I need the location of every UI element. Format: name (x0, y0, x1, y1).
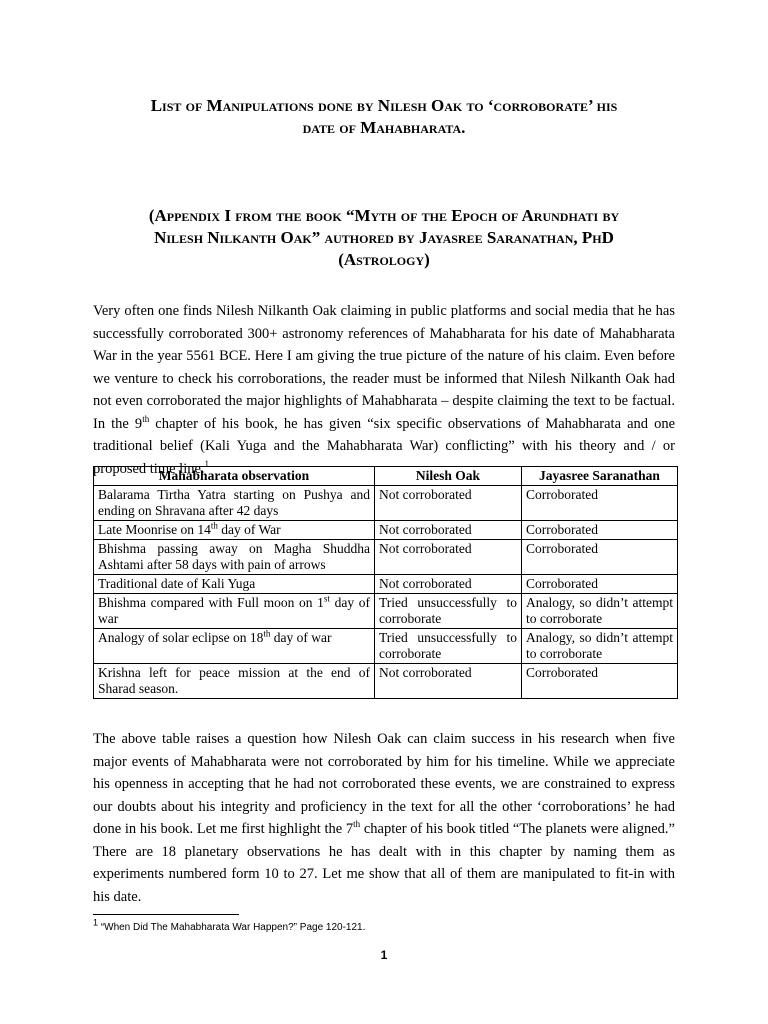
saranathan-status-cell: Corroborated (522, 521, 678, 540)
superscript: th (142, 413, 150, 424)
observation-cell (94, 664, 375, 699)
observation-text: Krishna left for peace mission at the end of Sharad season. (98, 665, 370, 696)
document-subtitle (60, 205, 708, 271)
title-line: List of Manipulations done by Nilesh Oak to ‘corroborate’ his (150, 96, 618, 115)
saranathan-status-cell: Analogy, so didn’t attempt to corroborate (522, 594, 678, 629)
observation-text: Late Moonrise on 14 (98, 522, 211, 537)
saranathan-status-cell: Corroborated (522, 540, 678, 575)
superscript: th (210, 520, 218, 531)
observation-text: Traditional date of Kali Yuga (98, 576, 256, 591)
table-row (94, 521, 678, 540)
observation-table (93, 466, 678, 699)
observation-text: day of war (98, 595, 370, 626)
table-header-row (94, 467, 678, 486)
column-header: Mahabharata observation (94, 467, 375, 486)
superscript: th (263, 628, 271, 639)
saranathan-status-cell: Corroborated (522, 664, 678, 699)
observation-cell (94, 486, 375, 521)
column-header: Jayasree Saranathan (522, 467, 678, 486)
oak-status-cell: Not corroborated (375, 540, 522, 575)
oak-status-cell: Not corroborated (375, 486, 522, 521)
observation-cell (94, 594, 375, 629)
oak-status-cell: Tried unsuccessfully to corroborate (375, 594, 522, 629)
saranathan-status-cell: Corroborated (522, 486, 678, 521)
table-row (94, 575, 678, 594)
footnote-separator (93, 914, 239, 915)
table-row (94, 664, 678, 699)
observation-text: day of war (270, 630, 332, 645)
observation-text: Bhishma passing away on Magha Shuddha Ashtami after 58 days with pain of arrows (98, 541, 370, 572)
saranathan-status-cell: Corroborated (522, 575, 678, 594)
observation-text: Analogy of solar eclipse on 18 (98, 630, 264, 645)
text-run: The above table raises a question how Nilesh Oak can claim success in his research when five major events of Mahabharata were not corroborated by him for his timeline. While we appreciate his openness in accepting that he had not corroborated these events, we are constrained to express our doubts about his integrity and proficiency in the text for all the other ‘corroborations’ he had done in his book. Let me first highlight the 7 (93, 731, 675, 837)
table-row (94, 594, 678, 629)
title-line: date of Mahabharata. (302, 118, 466, 137)
observation-text: Balarama Tirtha Yatra starting on Pushya and ending on Shravana after 42 days (98, 487, 370, 518)
oak-status-cell: Not corroborated (375, 575, 522, 594)
footnote-reference: 1 (204, 458, 210, 469)
column-header: Nilesh Oak (375, 467, 522, 486)
intro-paragraph (93, 300, 675, 480)
footnote (93, 917, 366, 934)
table-row (94, 540, 678, 575)
subtitle-line: (Appendix I from the book “Myth of the Epoch of Arundhati by (148, 206, 620, 225)
superscript: th (353, 819, 361, 830)
table-body (94, 486, 678, 699)
text-run: Very often one finds Nilesh Nilkanth Oak claiming in public platforms and social media that he has successfully corroborated 300+ astronomy references of Mahabharata for his date of Mahabharata War in the year 5561 BCE. Here I am giving the true picture of the nature of his claim. Even before we venture to check his corroborations, the reader must be informed that Nilesh Nilkanth Oak had not even corroborated the major highlights of Mahabharata – despite claiming the text to be factual. In the 9 (93, 303, 675, 432)
saranathan-status-cell: Analogy, so didn’t attempt to corroborate (522, 629, 678, 664)
table-row (94, 486, 678, 521)
text-run: chapter of his book titled “The planets were aligned.” There are 18 planetary observations he has dealt with in this chapter by naming them as experiments numbered form 10 to 27. Let me show that all of them are manipulated to fit-in with his date. (93, 821, 675, 905)
observation-cell (94, 540, 375, 575)
superscript: st (323, 593, 330, 604)
footnote-text: “When Did The Mahabharata War Happen?” Page 120-121. (98, 922, 366, 933)
document-title (60, 95, 708, 139)
observation-cell (94, 629, 375, 664)
subtitle-line: Nilesh Nilkanth Oak” authored by Jayasree Saranathan, PhD (154, 228, 614, 247)
text-run: chapter of his book, he has given “six specific observations of Mahabharata and one traditional belief (Kali Yuga and the Mahabharata War) conflicting” with his theory and / or proposed time line. (93, 415, 676, 477)
oak-status-cell: Not corroborated (375, 664, 522, 699)
page-number: 1 (380, 948, 388, 962)
observation-cell (94, 521, 375, 540)
subtitle-line: (Astrology) (338, 250, 430, 269)
oak-status-cell: Tried unsuccessfully to corroborate (375, 629, 522, 664)
observation-text: Bhishma compared with Full moon on 1 (98, 595, 324, 610)
observation-cell (94, 575, 375, 594)
analysis-paragraph (93, 728, 675, 908)
observation-text: day of War (217, 522, 281, 537)
table-row (94, 629, 678, 664)
oak-status-cell: Not corroborated (375, 521, 522, 540)
footnote-mark: 1 (93, 917, 99, 928)
